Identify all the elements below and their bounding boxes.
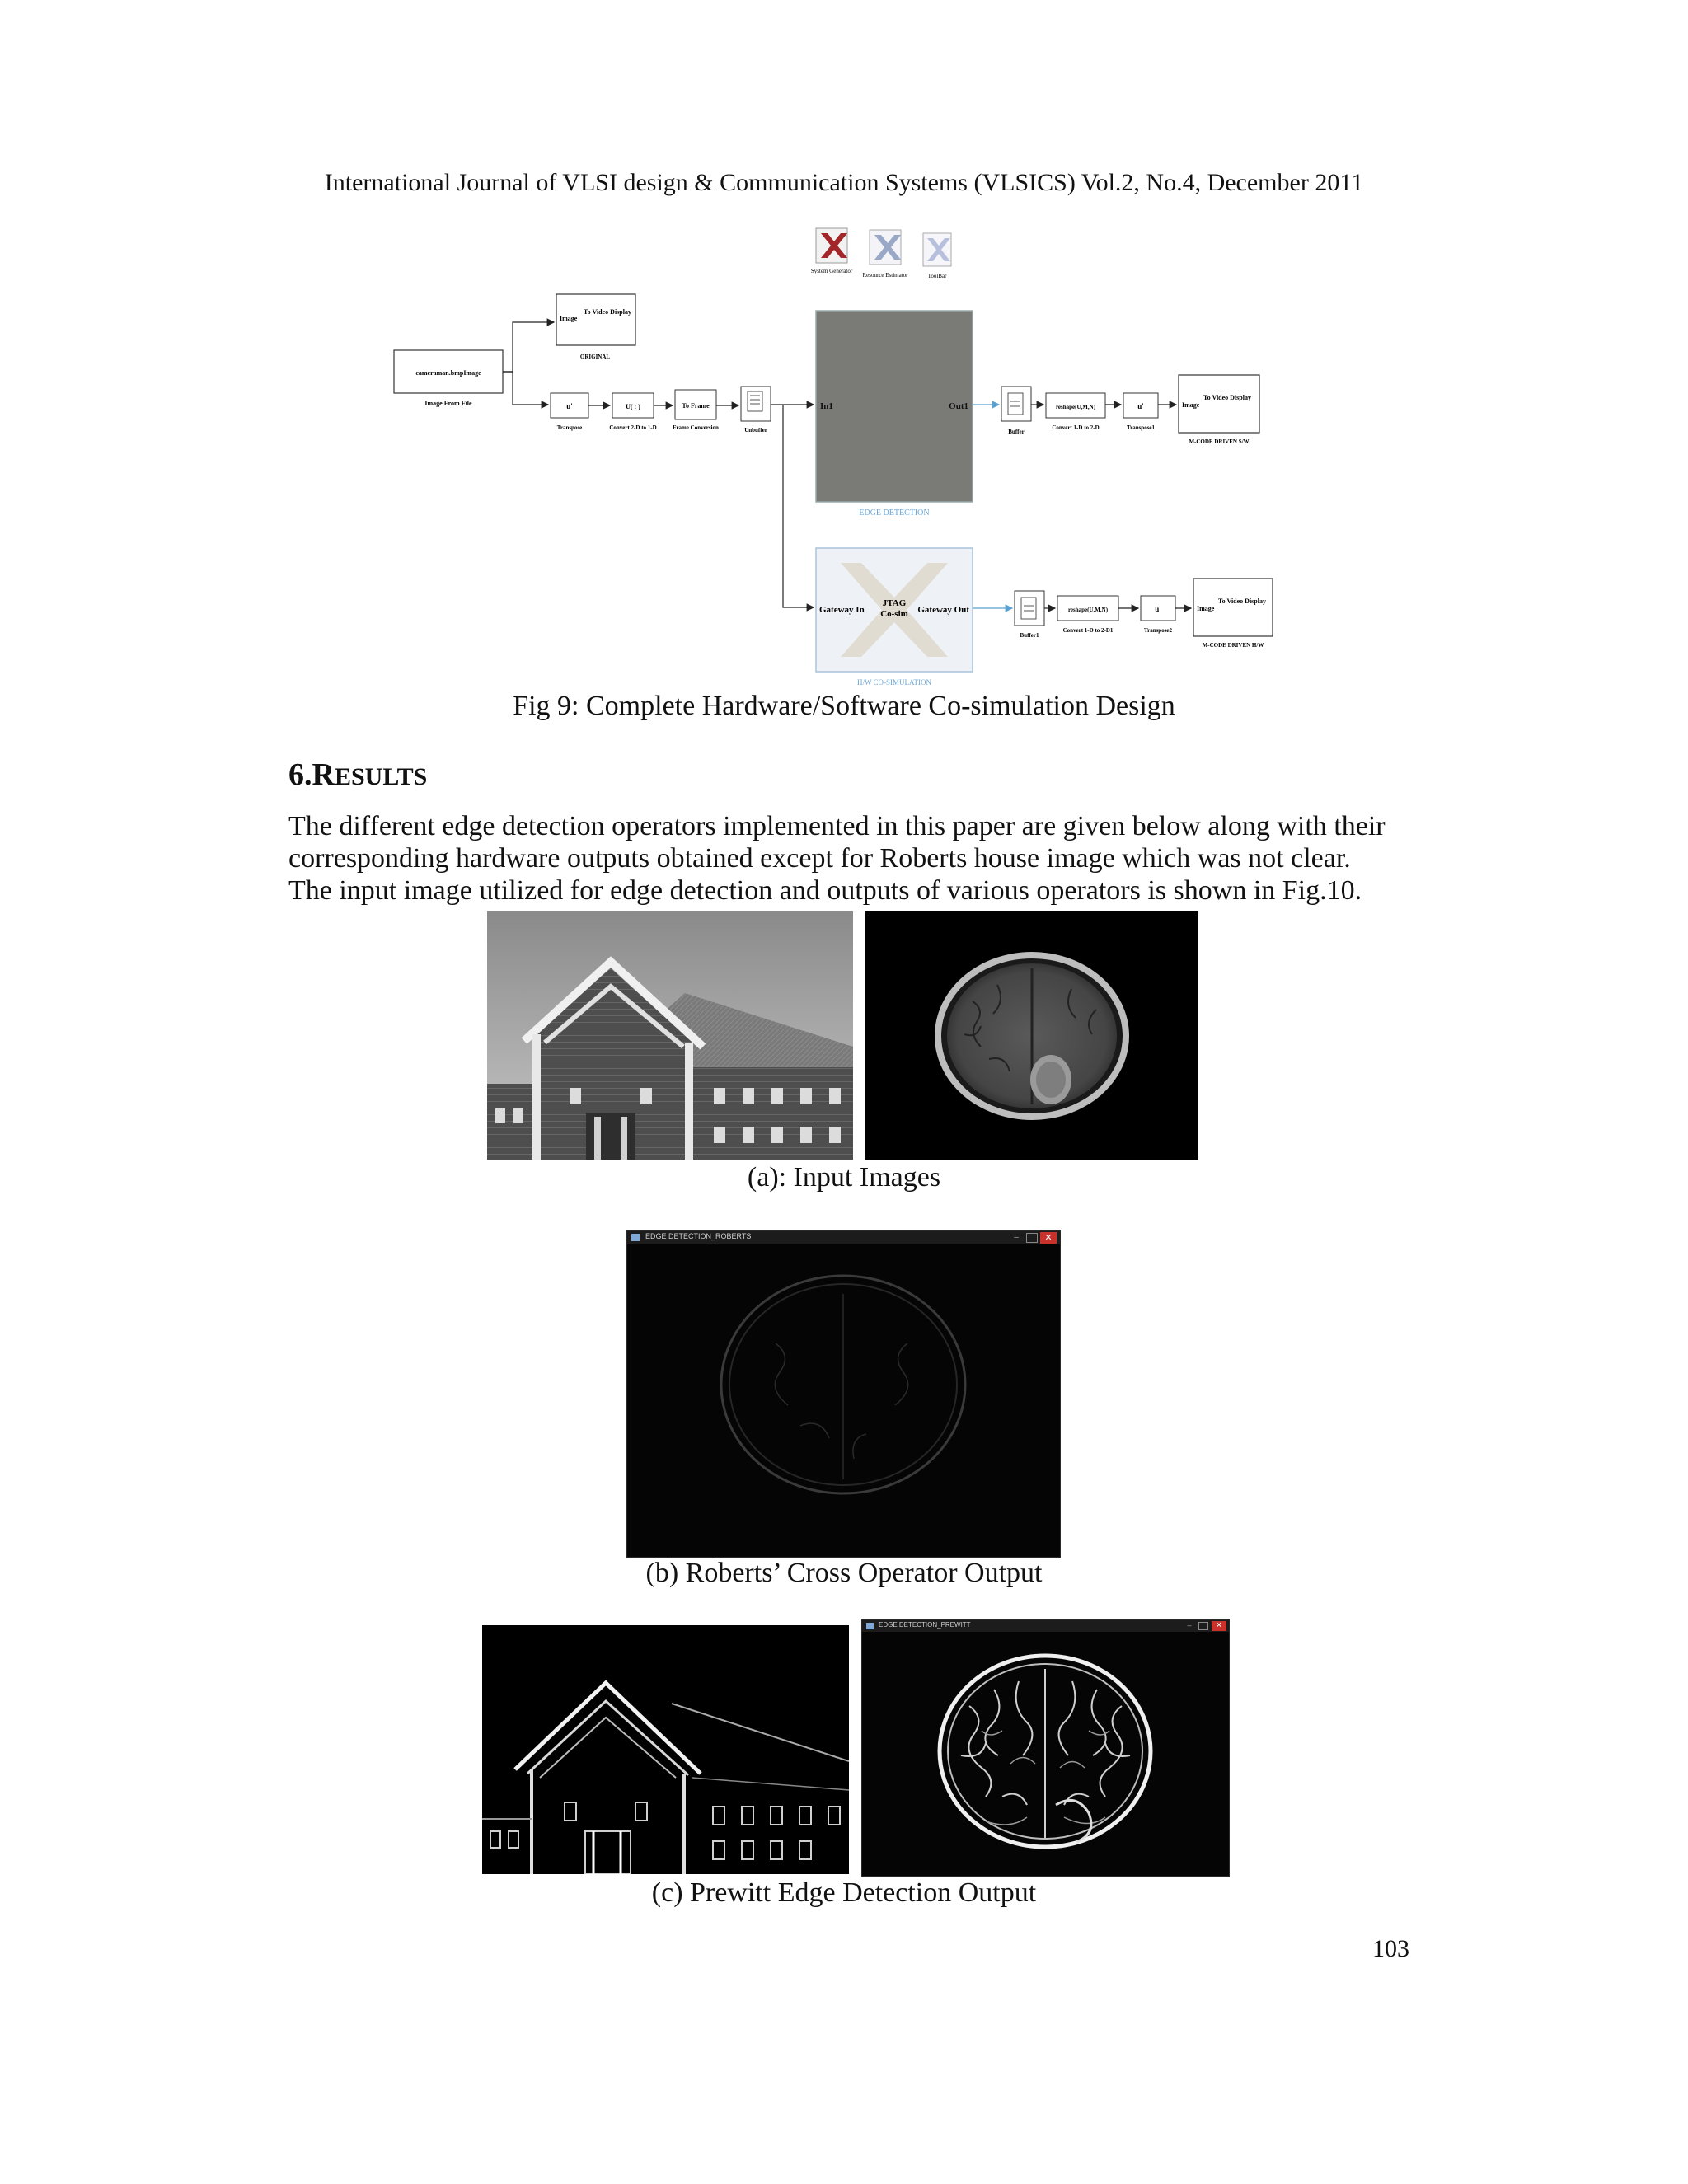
minimize-icon[interactable]: –: [1187, 1621, 1192, 1629]
maximize-icon[interactable]: [1198, 1622, 1208, 1630]
results-paragraph: [288, 810, 1409, 907]
paragraph-line: The different edge detection operators implemented in this paper are given below along with their: [288, 811, 1386, 841]
prewitt-window-title: EDGE DETECTION_PREWITT: [879, 1621, 971, 1629]
hw-cosim-block: [816, 548, 973, 687]
caption-c: (c) Prewitt Edge Detection Output: [651, 1877, 1037, 1908]
svg-text:Out1: Out1: [949, 401, 968, 411]
svg-text:Transpose2: Transpose2: [1143, 627, 1173, 634]
brain-mri-input-image: [865, 911, 1198, 1160]
buffer-block: [1001, 387, 1031, 435]
section-number: 6.: [288, 757, 312, 792]
svg-text:Transpose1: Transpose1: [1126, 424, 1156, 431]
svg-text:Buffer: Buffer: [1008, 429, 1025, 435]
svg-text:u': u': [1137, 402, 1144, 410]
edge-detection-subsystem: [816, 311, 973, 518]
mcode-sw-video-display: [1179, 375, 1259, 445]
original-video-display: [556, 294, 635, 360]
reshape-block: [1046, 393, 1105, 431]
journal-header: International Journal of VLSI design & Communication Systems (VLSICS) Vol.2, No.4, December 2011: [324, 169, 1364, 196]
svg-text:Convert 2-D to 1-D: Convert 2-D to 1-D: [609, 424, 657, 431]
svg-text:In1: In1: [820, 401, 833, 411]
svg-text:Gateway In: Gateway In: [819, 605, 865, 615]
svg-text:To Video Display: To Video Display: [1203, 394, 1251, 401]
tool-label-system-generator: System Generator: [810, 268, 853, 274]
svg-text:To Frame: To Frame: [682, 402, 710, 410]
transpose1-block: [1123, 393, 1158, 431]
mcode-hw-video-display: [1193, 579, 1273, 649]
svg-text:reshape(U,M,N): reshape(U,M,N): [1067, 607, 1109, 613]
transpose-block: [551, 393, 588, 431]
buffer1-block: [1015, 591, 1044, 639]
original-label: ORIGINAL: [579, 354, 611, 360]
caption-a: (a): Input Images: [747, 1162, 941, 1193]
image-from-file-block: [394, 350, 503, 407]
svg-text:Image From File: Image From File: [424, 400, 472, 407]
maximize-icon[interactable]: [1026, 1233, 1038, 1243]
svg-text:Convert 1-D to 2-D1: Convert 1-D to 2-D1: [1062, 627, 1114, 634]
fig9-caption: Fig 9: Complete Hardware/Software Co-simulation Design: [513, 691, 1175, 721]
roberts-window-titlebar: [627, 1231, 1060, 1244]
paragraph-line: The input image utilized for edge detection and outputs of various operators is shown in Fig.10.: [288, 875, 1362, 906]
svg-text:Gateway Out: Gateway Out: [917, 605, 969, 615]
svg-text:To Video Display: To Video Display: [1218, 598, 1266, 605]
svg-text:Image: Image: [560, 315, 578, 322]
hw-cosim-label: H/W CO-SIMULATION: [856, 678, 932, 687]
svg-text:u': u': [1155, 605, 1161, 613]
window-app-icon: [631, 1234, 640, 1241]
minimize-icon[interactable]: –: [1014, 1233, 1019, 1242]
tool-label-toolbar: ToolBar: [927, 273, 947, 279]
system-generator-icon: [811, 228, 853, 274]
frame-conversion-block: [673, 390, 719, 431]
svg-text:Transpose: Transpose: [556, 424, 583, 431]
section-title-first: R: [312, 757, 335, 792]
page-number: 103: [1372, 1935, 1409, 1962]
transpose2-block: [1141, 596, 1175, 634]
mcode-hw-label: M-CODE DRIVEN H/W: [1202, 642, 1264, 649]
section-title-rest: ESULTS: [334, 763, 428, 790]
close-icon[interactable]: ✕: [1040, 1232, 1057, 1244]
tool-label-resource-estimator: Resource Estimator: [862, 272, 908, 279]
roberts-window-title: EDGE DETECTION_ROBERTS: [645, 1232, 752, 1240]
toolbar-icon: [923, 233, 951, 279]
window-app-icon: [866, 1623, 874, 1629]
prewitt-output-window: [861, 1619, 1230, 1877]
convert-2d-to-1d-block: [609, 393, 656, 431]
svg-text:U( : ): U( : ): [626, 403, 640, 410]
resource-estimator-icon: [862, 230, 908, 279]
svg-text:reshape(U,M,N): reshape(U,M,N): [1055, 404, 1096, 410]
unbuffer-block: [741, 387, 771, 434]
house-prewitt-output: [482, 1625, 849, 1874]
close-icon[interactable]: ✕: [1212, 1621, 1226, 1631]
svg-text:Image: Image: [1182, 401, 1200, 409]
svg-text:Convert 1-D to 2-D: Convert 1-D to 2-D: [1052, 424, 1100, 431]
svg-text:To Video Display: To Video Display: [584, 308, 631, 316]
svg-text:Buffer1: Buffer1: [1020, 632, 1039, 639]
roberts-output-window: [626, 1230, 1061, 1558]
svg-text:Frame Conversion: Frame Conversion: [673, 424, 719, 431]
reshape1-block: [1057, 596, 1118, 634]
paragraph-line: corresponding hardware outputs obtained except for Roberts house image which was not clear.: [288, 843, 1351, 874]
caption-b: (b) Roberts’ Cross Operator Output: [645, 1558, 1043, 1588]
svg-text:JTAG: JTAG: [882, 598, 907, 608]
mcode-sw-label: M-CODE DRIVEN S/W: [1189, 438, 1250, 445]
cosimulation-diagram: [379, 218, 1327, 692]
prewitt-window-titlebar: [862, 1620, 1229, 1632]
house-input-image: [487, 911, 853, 1160]
svg-text:cameraman.bmpImage: cameraman.bmpImage: [415, 369, 481, 377]
section-heading: [288, 757, 427, 793]
svg-text:Co-sim: Co-sim: [880, 609, 908, 619]
svg-text:Unbuffer: Unbuffer: [744, 427, 767, 434]
edge-detection-label: EDGE DETECTION: [859, 509, 930, 518]
svg-text:Image: Image: [1197, 605, 1215, 612]
svg-text:u': u': [566, 402, 573, 410]
